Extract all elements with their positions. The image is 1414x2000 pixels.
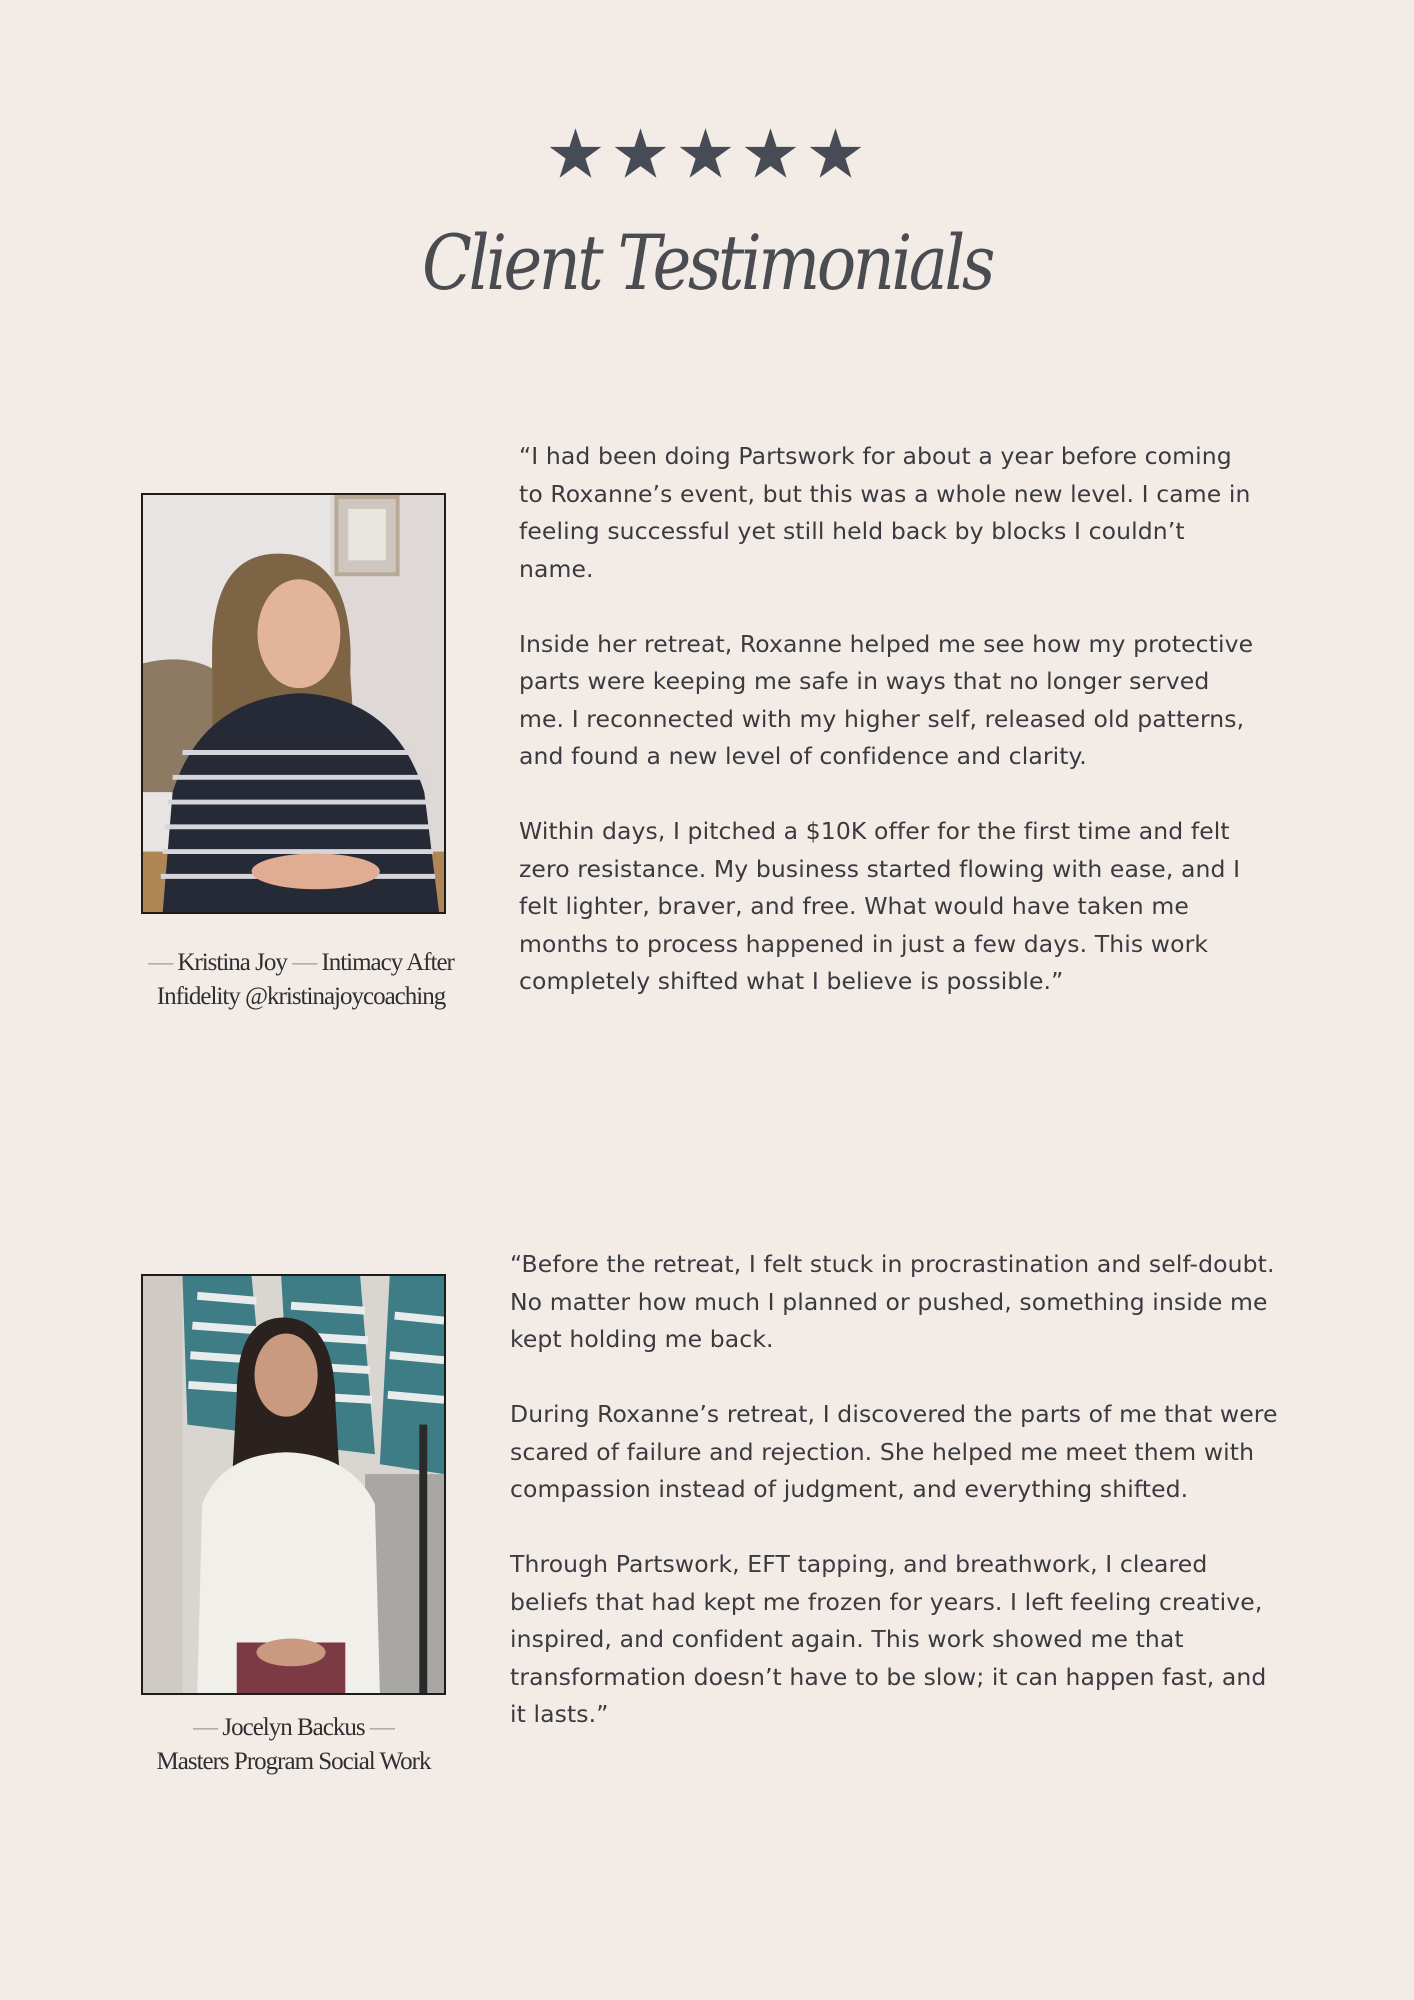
client-role: Intimacy After	[321, 949, 454, 976]
caption-line-1: — Jocelyn Backus —	[193, 1714, 394, 1741]
star-icon	[808, 126, 863, 181]
testimonial-quote-kristina	[519, 438, 1259, 1001]
page-title: Client Testimonials	[422, 218, 992, 307]
testimonial-quote-jocelyn	[510, 1246, 1280, 1734]
caption-line-2: Infidelity @kristinajoycoaching	[156, 983, 446, 1010]
testimonial-photo-kristina	[141, 493, 446, 914]
quote-paragraph: Inside her retreat, Roxanne helped me see how my protective parts were keeping me safe in ways that no longer served me. I reconnected with my higher self, released old patterns, and found a new level of confidence and clarity.	[519, 629, 1254, 770]
quote-paragraph: “I had been doing Partswork for about a year before coming to Roxanne’s event, but this was a whole new level. I came in feeling successful yet still held back by blocks I couldn’t name.	[519, 442, 1251, 583]
client-name: Jocelyn Backus	[222, 1714, 365, 1741]
testimonial-photo-jocelyn	[141, 1274, 446, 1695]
caption-line-1: — Kristina Joy — Intimacy After	[148, 949, 454, 976]
star-icon	[678, 126, 733, 181]
rating-stars	[548, 126, 863, 181]
testimonial-caption-jocelyn	[131, 1711, 456, 1779]
quote-paragraph: “Before the retreat, I felt stuck in procrastination and self-doubt. No matter how much I planned or pushed, something inside me kept holding me back.	[510, 1250, 1275, 1353]
quote-paragraph: Through Partswork, EFT tapping, and breathwork, I cleared beliefs that had kept me frozen for years. I left feeling creative, inspired, and confident again. This work showed me that transformation doesn’t have to be slow; it can happen fast, and it lasts.”	[510, 1550, 1267, 1728]
star-icon	[743, 126, 798, 181]
star-icon	[613, 126, 668, 181]
quote-paragraph: Within days, I pitched a $10K offer for the first time and felt zero resistance. My business started flowing with ease, and I felt lighter, braver, and free. What would have taken me months to process happened in just a few days. This work completely shifted what I believe is possible.”	[519, 817, 1241, 995]
testimonial-caption-kristina	[131, 946, 471, 1014]
portrait-photo-icon	[143, 495, 444, 912]
quote-paragraph: During Roxanne’s retreat, I discovered the parts of me that were scared of failure and rejection. She helped me meet them with compassion instead of judgment, and everything shifted.	[510, 1400, 1278, 1503]
caption-line-2: Masters Program Social Work	[156, 1748, 431, 1775]
portrait-photo-icon	[143, 1276, 444, 1693]
star-icon	[548, 126, 603, 181]
client-name: Kristina Joy	[177, 949, 287, 976]
